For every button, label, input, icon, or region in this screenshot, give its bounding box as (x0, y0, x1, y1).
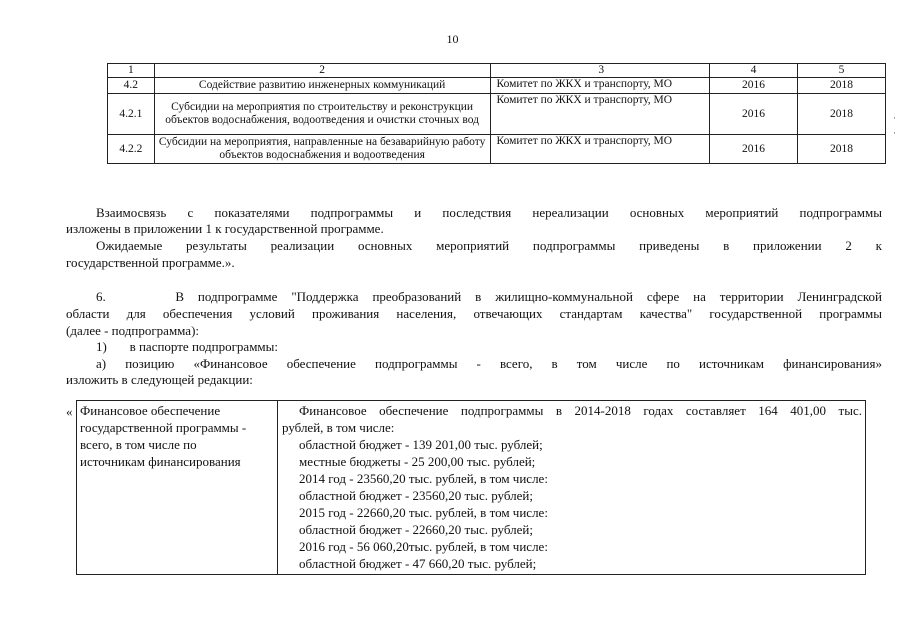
label-line: источникам финансирования (80, 454, 241, 469)
header-cell: 1 (108, 64, 155, 78)
header-cell: 5 (797, 64, 885, 78)
financing-table (76, 400, 866, 575)
value-line: 2015 год - 22660,20 тыс. рублей, в том числе: (299, 505, 548, 520)
activity-name: Содействие развитию инженерных коммуникаций (154, 78, 490, 94)
start-year: 2016 (709, 94, 797, 135)
value-line: 2016 год - 56 060,20тыс. рублей, в том числе: (299, 539, 548, 554)
paragraph-line: 6. В подпрограмме "Поддержка преобразований в жилищно-коммунальной сфере на территории Ленинградской (96, 289, 882, 304)
value-line: местные бюджеты - 25 200,00 тыс. рублей; (299, 454, 536, 469)
table-row (108, 78, 886, 94)
executor: Комитет по ЖКХ и транспорту, МО (490, 135, 709, 164)
table-row (108, 94, 886, 135)
paragraph-line: изложены в приложении 1 к государственной программе. (66, 221, 384, 236)
label-line: государственной программы - (80, 420, 247, 435)
value-line: 2014 год - 23560,20 тыс. рублей, в том числе: (299, 471, 548, 486)
scan-speck: · (893, 113, 896, 123)
label-line: всего, в том числе по (80, 437, 197, 452)
value-line: рублей, в том числе: (282, 420, 395, 435)
value-line: областной бюджет - 23560,20 тыс. рублей; (299, 488, 533, 503)
header-cell: 3 (490, 64, 709, 78)
executor: Комитет по ЖКХ и транспорту, МО (490, 94, 709, 135)
paragraph-line: (далее - подпрограмма): (66, 323, 200, 338)
end-year: 2018 (797, 94, 885, 135)
scan-speck: · (893, 128, 896, 138)
header-cell: 4 (709, 64, 797, 78)
financing-label-cell (77, 401, 278, 575)
paragraph-line: Взаимосвязь с показателями подпрограммы и последствия нереализации основных мероприятий подпрограммы (96, 205, 882, 220)
program-activities-table (107, 63, 886, 164)
table-header-row (108, 64, 886, 78)
end-year: 2018 (797, 135, 885, 164)
value-line: областной бюджет - 139 201,00 тыс. рублей; (299, 437, 543, 452)
paragraph-line: а) позицию «Финансовое обеспечение подпрограммы - всего, в том числе по источникам финансирования» (96, 356, 882, 371)
financing-value-cell (278, 401, 866, 575)
header-cell: 2 (154, 64, 490, 78)
value-line: областной бюджет - 22660,20 тыс. рублей; (299, 522, 533, 537)
row-number: 4.2.2 (108, 135, 155, 164)
page-number: 10 (446, 32, 459, 46)
label-line: Финансовое обеспечение (80, 403, 221, 418)
start-year: 2016 (709, 78, 797, 94)
value-line: областной бюджет - 47 660,20 тыс. рублей; (299, 556, 537, 571)
row-number: 4.2 (108, 78, 155, 94)
table-row (108, 135, 886, 164)
financing-row (77, 401, 866, 575)
paragraph-line: Ожидаемые результаты реализации основных мероприятий подпрограммы приведены в приложении 2 к (96, 238, 882, 253)
paragraph-line: изложить в следующей редакции: (66, 372, 253, 387)
activity-name: Субсидии на мероприятия, направленные на безаварийную работу объектов водоснабжения и водоотведения (154, 135, 490, 164)
paragraph-line: 1) в паспорте подпрограммы: (96, 339, 279, 354)
start-year: 2016 (709, 135, 797, 164)
row-number: 4.2.1 (108, 94, 155, 135)
value-line: Финансовое обеспечение подпрограммы в 2014-2018 годах составляет 164 401,00 тыс. (299, 403, 862, 418)
executor: Комитет по ЖКХ и транспорту, МО (490, 78, 709, 94)
opening-quote: « (66, 404, 73, 419)
end-year: 2018 (797, 78, 885, 94)
activity-name: Субсидии на мероприятия по строительству и реконструкции объектов водоснабжения, водоотведения и очистки сточных вод (154, 94, 490, 135)
paragraph-line: государственной программе.». (66, 255, 235, 270)
paragraph-line: области для обеспечения условий проживания населения, отвечающих стандартам качества" государственной программы (66, 306, 882, 321)
